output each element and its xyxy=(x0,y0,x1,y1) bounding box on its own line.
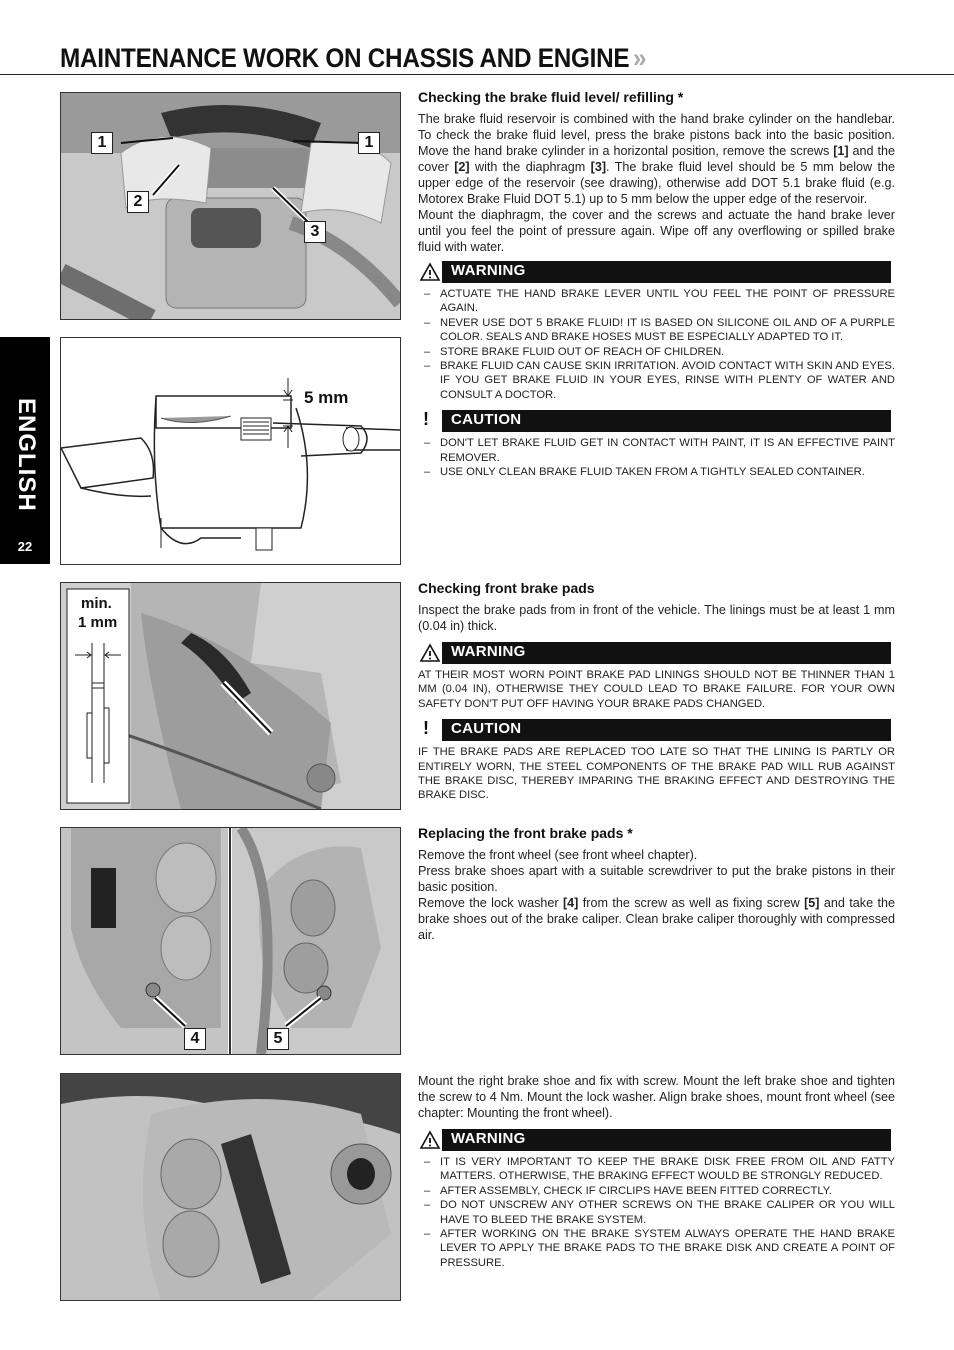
min-label-line2: 1 mm xyxy=(78,614,118,631)
warning-item: – STORE BRAKE FLUID OUT OF REACH OF CHILDREN. xyxy=(418,345,895,359)
reservoir-line-drawing xyxy=(61,338,400,564)
caution-item: – DON'T LET BRAKE FLUID GET IN CONTACT WITH PAINT, IT IS AN EFFECTIVE PAINT REMOVER. xyxy=(418,436,895,465)
caution-exclamation-icon: ! xyxy=(418,719,442,741)
callout-diaphragm: 3 xyxy=(304,221,326,243)
warning-label: WARNING xyxy=(451,643,526,660)
brake-fluid-paragraph-2: Mount the diaphragm, the cover and the screws and actuate the hand brake lever until you feel the point of pressure again. Wipe off any overflowing or spilled brake fluid with water. xyxy=(418,208,895,254)
caliper-photos xyxy=(60,827,401,1055)
dimension-label: 5 mm xyxy=(304,388,349,407)
language-label: ENGLISH xyxy=(13,398,40,512)
section-check-pads xyxy=(418,580,895,803)
warning-bar xyxy=(418,1129,891,1151)
section-title-brake-fluid: Checking the brake fluid level/ refilling * xyxy=(418,89,684,105)
warning-item: – IT IS VERY IMPORTANT TO KEEP THE BRAKE DISK FREE FROM OIL AND FATTY MATTERS. OTHERWISE, THE BRAKING EFFECT WOULD BE STRONGLY REDUCED. xyxy=(418,1155,895,1184)
language-tab xyxy=(0,337,50,564)
title-arrows: » xyxy=(632,43,647,73)
warning-item: – AFTER WORKING ON THE BRAKE SYSTEM ALWAYS OPERATE THE HAND BRAKE LEVER TO APPLY THE BRAKE PADS TO THE BRAKE DISK AND CREATE A POINT OF PRESSURE. xyxy=(418,1227,895,1270)
warning-list xyxy=(418,287,895,402)
reservoir-illustration xyxy=(61,93,400,319)
warning-item: – AFTER ASSEMBLY, CHECK IF CIRCLIPS HAVE BEEN FITTED CORRECTLY. xyxy=(418,1184,895,1198)
caution-exclamation-icon: ! xyxy=(418,410,442,432)
section-title-check-pads: Checking front brake pads xyxy=(418,580,595,596)
warning-bar xyxy=(418,261,891,283)
callout-screw-left: 1 xyxy=(91,132,113,154)
warning-item: – NEVER USE DOT 5 BRAKE FLUID! IT IS BASED ON SILICONE OIL AND OF A PURPLE COLOR. SEALS AND BRAKE HOSES MUST BE ESPECIALLY ADAPTED TO IT. xyxy=(418,316,895,345)
pads-warning-text: AT THEIR MOST WORN POINT BRAKE PAD LININGS SHOULD NOT BE THINNER THAN 1 MM (0.04 IN), OTHERWISE THEY COULD LEAD TO BRAKE FAILURE. FOR YOUR OWN SAFETY DON'T PUT OFF HAVING YOUR BRAKE PADS CHANGED. xyxy=(418,669,895,710)
caution-item: – USE ONLY CLEAN BRAKE FLUID TAKEN FROM A TIGHTLY SEALED CONTAINER. xyxy=(418,465,895,479)
callout-fixing-screw: 5 xyxy=(267,1028,289,1050)
reservoir-photo xyxy=(60,92,401,320)
section-title-replace-pads: Replacing the front brake pads * xyxy=(418,825,633,841)
callout-screw-right: 1 xyxy=(358,132,380,154)
replace-paragraph-2: Press brake shoes apart with a suitable screwdriver to put the brake pistons in their basic position. xyxy=(418,864,895,894)
min-label-line1: min. xyxy=(81,595,112,612)
replace-paragraph-1: Remove the front wheel (see front wheel chapter). xyxy=(418,848,698,862)
warning-triangle-icon xyxy=(418,642,442,664)
section-brake-fluid xyxy=(418,89,895,479)
caution-list xyxy=(418,436,895,479)
mount-paragraph: Mount the right brake shoe and fix with screw. Mount the left brake shoe and tighten the screw to 4 Nm. Mount the lock washer. Align brake shoes, mount front wheel (see chapter: Mounting the front wheel). xyxy=(418,1074,895,1120)
warning-item: – DO NOT UNSCREW ANY OTHER SCREWS ON THE BRAKE CALIPER OR YOU WILL HAVE TO BLEED THE BRAKE SYSTEM. xyxy=(418,1198,895,1227)
callout-cover: 2 xyxy=(127,191,149,213)
brake-fluid-paragraph-1: The brake fluid reservoir is combined with the hand brake cylinder on the handlebar. To check the brake fluid level, press the brake pistons back into the basic position. Move the hand brake cylinder in a horizontal position, remove the screws [1] and the cover [2] with the diaphragm [3]. The brake fluid level should be 5 mm below the upper edge of the reservoir (see drawing), otherwise add DOT 5.1 brake fluid (e.g. Motorex Brake Fluid DOT 5.1) up to 5 mm below the upper edge of the reservoir. xyxy=(418,112,896,206)
mounted-pads-illustration xyxy=(61,1074,400,1300)
mount-warning-list xyxy=(418,1155,895,1270)
brake-pads-photo xyxy=(60,582,401,810)
warning-label: WARNING xyxy=(451,1130,526,1147)
warning-item: – ACTUATE THE HAND BRAKE LEVER UNTIL YOU FEEL THE POINT OF PRESSURE AGAIN. xyxy=(418,287,895,316)
warning-label: WARNING xyxy=(451,262,526,279)
callout-lock-washer: 4 xyxy=(184,1028,206,1050)
page-title: MAINTENANCE WORK ON CHASSIS AND ENGINE » xyxy=(60,43,647,73)
warning-bar xyxy=(418,642,891,664)
warning-triangle-icon xyxy=(418,1129,442,1151)
check-pads-paragraph: Inspect the brake pads from in front of the vehicle. The linings must be at least 1 mm (0.04 in) thick. xyxy=(418,603,895,633)
caution-label: CAUTION xyxy=(451,720,522,738)
caution-label: CAUTION xyxy=(451,411,522,429)
caliper-illustration xyxy=(61,828,400,1054)
page-header xyxy=(0,0,954,75)
section-mount-pads xyxy=(418,1073,895,1270)
caution-bar xyxy=(418,719,891,741)
section-replace-pads xyxy=(418,825,895,943)
reservoir-drawing xyxy=(60,337,401,565)
caution-bar xyxy=(418,410,891,432)
warning-triangle-icon xyxy=(418,261,442,283)
mounted-pads-photo xyxy=(60,1073,401,1301)
warning-item: – BRAKE FLUID CAN CAUSE SKIN IRRITATION. AVOID CONTACT WITH SKIN AND EYES. IF YOU GET BRAKE FLUID IN YOUR EYES, RINSE WITH PLENTY OF WATER AND CONSULT A DOCTOR. xyxy=(418,359,895,402)
page-number: 22 xyxy=(17,539,33,554)
replace-paragraph-3: Remove the lock washer [4] from the screw as well as fixing screw [5] and take the brake shoes out of the brake caliper. Clean brake caliper thoroughly with compressed air. xyxy=(418,896,895,942)
pads-caution-text: IF THE BRAKE PADS ARE REPLACED TOO LATE SO THAT THE LINING IS PARTLY OR ENTIRELY WORN, THE STEEL COMPONENTS OF THE BRAKE PAD WILL RUB AGAINST THE BRAKE DISC, THEREBY IMPARING THE BRAKING EFFECT AND DESTROYING THE BRAKE DISC. xyxy=(418,746,895,802)
